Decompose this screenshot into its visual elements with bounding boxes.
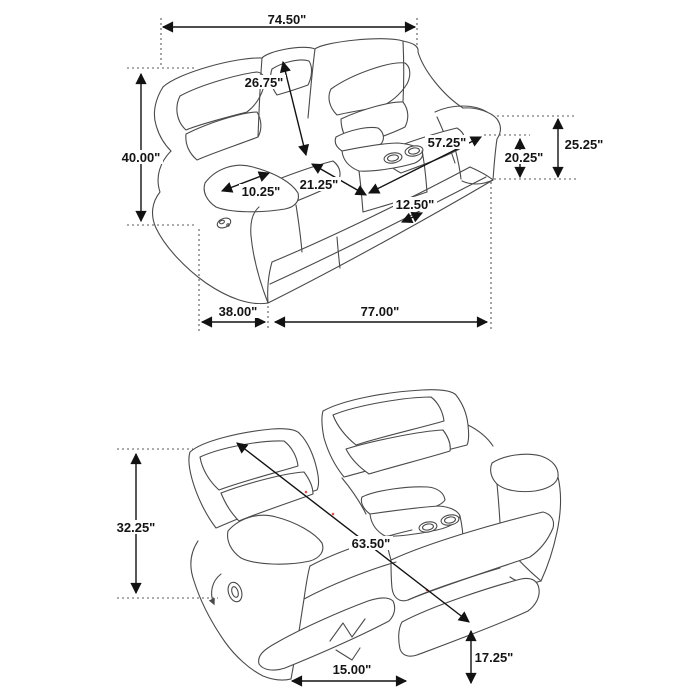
right-arm-pad (491, 454, 558, 491)
dimension-overall-height (119, 74, 163, 221)
left-arm-pad (228, 515, 323, 564)
front-panel-seam (296, 205, 302, 252)
figure-reclined (114, 390, 561, 683)
backrest-to-seat-seam (342, 478, 366, 514)
backrest-left-edge (154, 87, 171, 151)
sofa-upright-drawing (153, 39, 501, 304)
footrest-linkage (336, 648, 360, 660)
dimension-overall-width (163, 12, 415, 27)
dimension-label: 63.50" (351, 536, 391, 551)
dimension-label: 26.75" (244, 75, 284, 90)
dimension-label: 10.25" (241, 184, 281, 199)
rotation-arrow (212, 574, 221, 604)
dimension-label: 20.25" (504, 150, 544, 165)
figure-upright (119, 12, 606, 331)
dimension-label: 57.25" (427, 135, 467, 150)
dimension-label: 32.25" (116, 520, 156, 535)
dimension-console-front-height (393, 197, 437, 222)
dimension-label: 15.00" (332, 662, 372, 677)
dimension-label: 21.25" (299, 177, 339, 192)
dimension-label: 74.50" (267, 12, 307, 27)
power-button-icon (216, 216, 232, 230)
dimension-label: 17.25" (474, 650, 514, 665)
left-arm-front-edge (251, 207, 268, 303)
dimension-base-depth (202, 304, 265, 322)
dimension-label: 40.00" (121, 150, 161, 165)
dimension-reclined-back-height (114, 454, 158, 593)
dimension-footrest-height (471, 631, 516, 683)
anchor-dot (305, 491, 308, 494)
anchor-dot (332, 513, 335, 516)
dimension-label: 77.00" (360, 304, 400, 319)
recline-handle-icon (212, 574, 245, 604)
dimension-label: 38.00" (218, 304, 258, 319)
dimension-seat-height (502, 139, 546, 177)
extension-lines-upright (127, 18, 576, 331)
base-right-closure (470, 167, 493, 180)
footrest-left-top-edge (304, 562, 396, 599)
back-to-arm-connector (468, 425, 493, 446)
dimension-label: 25.25" (564, 137, 604, 152)
dimension-arm-height (558, 119, 606, 177)
dimension-footrest-extension (292, 662, 406, 681)
base-left-closure (268, 262, 272, 303)
sofa-reclined-drawing (189, 390, 561, 680)
dimension-overall-depth (275, 304, 487, 322)
dimension-label: 12.50" (395, 197, 435, 212)
footrest-left (259, 598, 395, 670)
